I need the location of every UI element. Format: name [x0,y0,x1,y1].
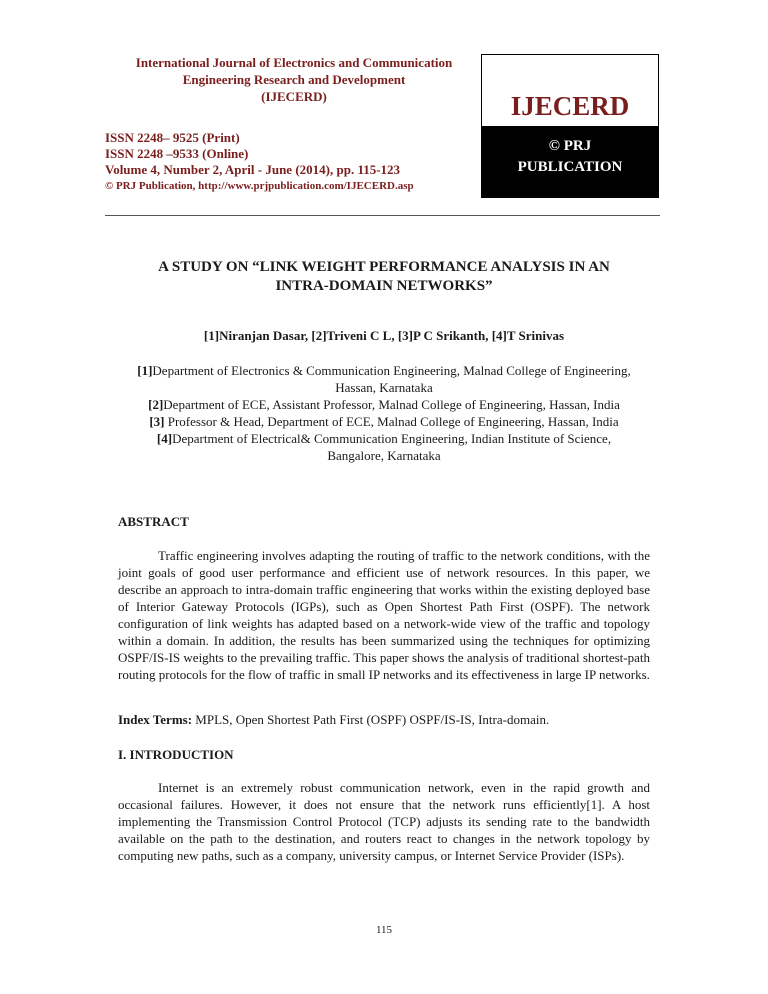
introduction-text: Internet is an extremely robust communication network, even in the rapid growth and occasional failures. However, it does not ensure that the network runs efficiently[1]. A host implementing the Transmission Control Protocol (TCP) adjusts its sending rate to the bandwidth available on the path to the destination, and routers react to changes in the network topology by computing new paths, such as a company, university campus, or Internet Service Provider (ISPs). [118,780,650,863]
affiliation-text: Bangalore, Karnataka [327,448,441,463]
authors: [1]Niranjan Dasar, [2]Triveni C L, [3]P C Srikanth, [4]T Srinivas [203,328,565,343]
logo-sub-copyright: © PRJ [548,138,592,154]
affiliation-line [108,430,660,447]
index-terms [118,712,549,728]
issn-block [105,130,414,194]
journal-logo [481,54,659,198]
affiliation-text: Professor & Head, Department of ECE, Malnad College of Engineering, Hassan, India [164,414,619,429]
abstract-text: Traffic engineering involves adapting the routing of traffic to the network conditions, with the joint goals of good user performance and efficient use of network resources. In this paper, we describe an approach to intra-domain traffic engineering that works within the existing deployed base of Interior Gateway Protocols (IGPs), such as Open Shortest Path First (OSPF). The network configuration of link weights has adapted based on a network-wide view of the traffic and topology within a domain. In addition, the results has been summarized using the techniques for optimizing OSPF/IS-IS weights to the prevailing traffic. This paper shows the analysis of traditional shortest-path routing protocols for the flow of traffic in small IP networks and its effectiveness in large IP networks. [118,548,650,682]
page-number: 115 [375,924,393,936]
paper-title [108,258,660,296]
affiliation-text: Department of Electronics & Communication Engineering, Malnad College of Engineering, [152,363,631,378]
affiliation-line [108,362,660,379]
index-terms-text: MPLS, Open Shortest Path First (OSPF) OSPF/IS-IS, Intra-domain. [192,712,550,727]
logo-text: IJECERD [510,91,630,121]
journal-line: Engineering Research and Development [182,72,406,87]
affiliations [108,362,660,464]
affiliation-text: Department of Electrical& Communication Engineering, Indian Institute of Science, [172,431,612,446]
logo-sub-publication: PUBLICATION [517,159,623,175]
publisher-link[interactable]: © PRJ Publication, http://www.prjpublication.com/IJECERD.asp [105,180,414,192]
abstract-heading: ABSTRACT [118,514,189,529]
logo-publisher [482,126,658,197]
introduction-heading: I. INTRODUCTION [118,747,234,762]
header-divider [105,215,660,216]
journal-line: International Journal of Electronics and Communication [135,55,453,70]
affiliation-line [108,379,660,396]
affiliation-line [108,413,660,430]
journal-line: (IJECERD) [261,89,327,104]
title-line: INTRA-DOMAIN NETWORKS” [275,278,493,294]
title-line: A STUDY ON “LINK WEIGHT PERFORMANCE ANALYSIS IN AN [158,259,610,275]
affiliation-text: Hassan, Karnataka [335,380,433,395]
affiliation-tag: [3] [149,414,165,429]
issn-print: ISSN 2248– 9525 (Print) [105,130,240,145]
affiliation-text: Department of ECE, Assistant Professor, Malnad College of Engineering, Hassan, India [163,397,620,412]
affiliation-line [108,396,660,413]
index-terms-label: Index Terms: [118,712,193,727]
affiliation-line [108,447,660,464]
issn-online: ISSN 2248 –9533 (Online) [105,146,249,161]
affiliation-tag: [2] [148,397,164,412]
journal-name [108,54,480,105]
volume-info: Volume 4, Number 2, April - June (2014), pp. 115-123 [105,162,401,177]
affiliation-tag: [4] [156,431,173,446]
affiliation-tag: [1] [137,363,153,378]
